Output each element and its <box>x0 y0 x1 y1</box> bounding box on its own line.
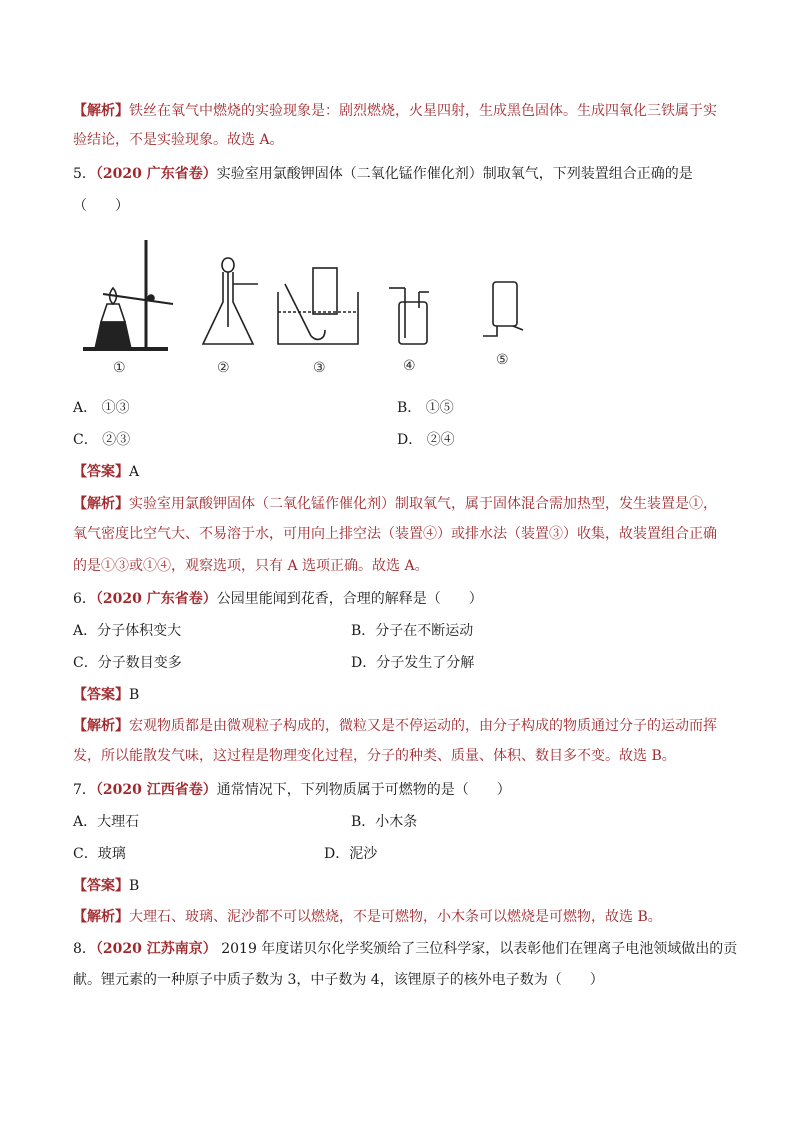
question-source: （2020 广东省卷） <box>95 166 217 182</box>
prev-analysis-line-1 <box>73 101 717 121</box>
q7-option-d[interactable] <box>324 844 377 864</box>
question-source: （2020 广东省卷） <box>95 591 217 607</box>
analysis-text: 发，所以能散发气味，这过程是物理变化过程，分子的种类、质量、体积、数目多不变。故选 B。 <box>73 748 676 764</box>
option-text: 分子发生了分解 <box>376 655 475 671</box>
q5-analysis-line-1 <box>73 494 717 514</box>
q5-option-b[interactable] <box>397 398 454 418</box>
q5-option-d[interactable] <box>397 430 455 450</box>
q7-stem <box>73 780 511 800</box>
analysis-tag: 【解析】 <box>73 909 129 925</box>
analysis-tag: 【解析】 <box>73 103 129 119</box>
figure-label-5: ⑤ <box>496 352 509 368</box>
q6-analysis-line-1 <box>73 716 717 736</box>
answer-value: A <box>129 464 140 480</box>
question-text: 实验室用氯酸钾固体（二氧化锰作催化剂）制取氧气，下列装置组合正确的是 <box>216 166 693 182</box>
q6-analysis-line-2 <box>73 746 676 766</box>
option-text: ①③ <box>101 400 130 416</box>
figure-label-1: ① <box>113 360 126 376</box>
question-source: （2020 江西省卷） <box>95 782 217 798</box>
option-text: ②③ <box>102 432 131 448</box>
option-letter: B． <box>351 623 376 639</box>
answer-value: B <box>129 878 140 894</box>
clamp-knob <box>148 295 154 301</box>
option-text: 分子数目变多 <box>97 655 182 671</box>
figure-label-4: ④ <box>403 358 416 374</box>
gas-bottle <box>313 268 337 314</box>
q5-stem <box>73 164 693 184</box>
tube-bend <box>311 330 325 339</box>
option-letter: D． <box>397 432 423 448</box>
answer-tag: 【答案】 <box>73 464 129 480</box>
q7-option-b[interactable] <box>351 812 417 832</box>
question-text: 献。锂元素的一种原子中质子数为 3，中子数为 4，该锂原子的核外电子数为（ ） <box>73 972 604 988</box>
apparatus-figure <box>73 232 543 382</box>
option-letter: C． <box>73 655 98 671</box>
q6-option-b[interactable] <box>351 621 473 641</box>
analysis-text: 宏观物质都是由微观粒子构成的，微粒又是不停运动的，由分子构成的物质通过分子的运动而挥 <box>129 718 717 734</box>
figure-label-2: ② <box>217 360 230 376</box>
option-letter: D． <box>324 846 350 862</box>
option-letter: A． <box>73 814 98 830</box>
q6-option-d[interactable] <box>351 653 474 673</box>
option-text: 小木条 <box>375 814 418 830</box>
q6-option-a[interactable] <box>73 621 181 641</box>
q6-stem <box>73 589 483 609</box>
analysis-text: 的是①③或①④，观察选项，只有 A 选项正确。故选 A。 <box>73 558 429 574</box>
analysis-text: 铁丝在氧气中燃烧的实验现象是：剧烈燃烧，火星四射，生成黑色固体。生成四氧化三铁属于实 <box>129 103 717 119</box>
trough <box>278 292 358 344</box>
option-text: 玻璃 <box>97 846 126 862</box>
q7-analysis-line-1 <box>73 907 662 927</box>
test-tube <box>101 304 125 322</box>
delivery-tube <box>285 284 311 336</box>
option-letter: C． <box>73 432 98 448</box>
option-letter: B． <box>351 814 376 830</box>
q5-analysis-line-3 <box>73 556 429 576</box>
question-text: 公园里能闻到花香，合理的解释是（ ） <box>216 591 483 607</box>
question-number: 5． <box>73 166 96 182</box>
question-number: 7． <box>73 782 96 798</box>
analysis-text: 验结论，不是实验现象。故选 A。 <box>73 132 284 148</box>
alcohol-lamp <box>95 322 131 349</box>
option-text: 大理石 <box>97 814 140 830</box>
analysis-text: 实验室用氯酸钾固体（二氧化锰作催化剂）制取氧气，属于固体混合需加热型，发生装置是①， <box>129 496 717 512</box>
bottle-5 <box>493 282 517 326</box>
question-number: 8． <box>73 941 96 957</box>
option-letter: A． <box>73 623 98 639</box>
answer-tag: 【答案】 <box>73 687 129 703</box>
q6-option-c[interactable] <box>73 653 182 673</box>
apparatus-drawing <box>73 232 543 352</box>
option-letter: A． <box>73 400 98 416</box>
option-text: 分子在不断运动 <box>375 623 474 639</box>
q5-blank <box>73 196 129 216</box>
answer-tag: 【答案】 <box>73 878 129 894</box>
prev-analysis-line-2 <box>73 130 284 150</box>
q5-option-c[interactable] <box>73 430 130 450</box>
option-text: 分子体积变大 <box>97 623 182 639</box>
q6-answer <box>73 685 139 705</box>
analysis-tag: 【解析】 <box>73 718 129 734</box>
option-text: 泥沙 <box>349 846 378 862</box>
q5-answer <box>73 462 139 482</box>
analysis-tag: 【解析】 <box>73 496 129 512</box>
answer-blank: （ ） <box>73 198 129 214</box>
figure-label-3: ③ <box>313 360 326 376</box>
analysis-text: 氧气密度比空气大、不易溶于水，可用向上排空法（装置④）或排水法（装置③）收集，故装置组合正确 <box>73 526 717 542</box>
option-text: ①⑤ <box>425 400 454 416</box>
q8-stem-line-1 <box>73 939 737 959</box>
q5-option-a[interactable] <box>73 398 130 418</box>
option-letter: C． <box>73 846 98 862</box>
bottle-5-tube <box>483 326 497 336</box>
q8-stem-line-2 <box>73 970 604 990</box>
funnel <box>222 258 234 272</box>
question-text: 2019 年度诺贝尔化学奖颁给了三位科学家，以表彰他们在锂离子电池领域做出的贡 <box>216 941 738 957</box>
option-text: ②④ <box>426 432 455 448</box>
option-letter: B． <box>397 400 422 416</box>
q7-answer <box>73 876 139 896</box>
q7-option-a[interactable] <box>73 812 139 832</box>
question-text: 通常情况下，下列物质属于可燃物的是（ ） <box>216 782 511 798</box>
question-number: 6． <box>73 591 96 607</box>
question-source: （2020 江苏南京） <box>95 941 217 957</box>
analysis-text: 大理石、玻璃、泥沙都不可以燃烧，不是可燃物，小木条可以燃烧是可燃物，故选 B。 <box>129 909 662 925</box>
bottle-4 <box>399 302 427 344</box>
q5-analysis-line-2 <box>73 524 717 544</box>
option-letter: D． <box>351 655 377 671</box>
answer-value: B <box>129 687 140 703</box>
bottle-5-exit <box>513 326 523 330</box>
q7-option-c[interactable] <box>73 844 126 864</box>
